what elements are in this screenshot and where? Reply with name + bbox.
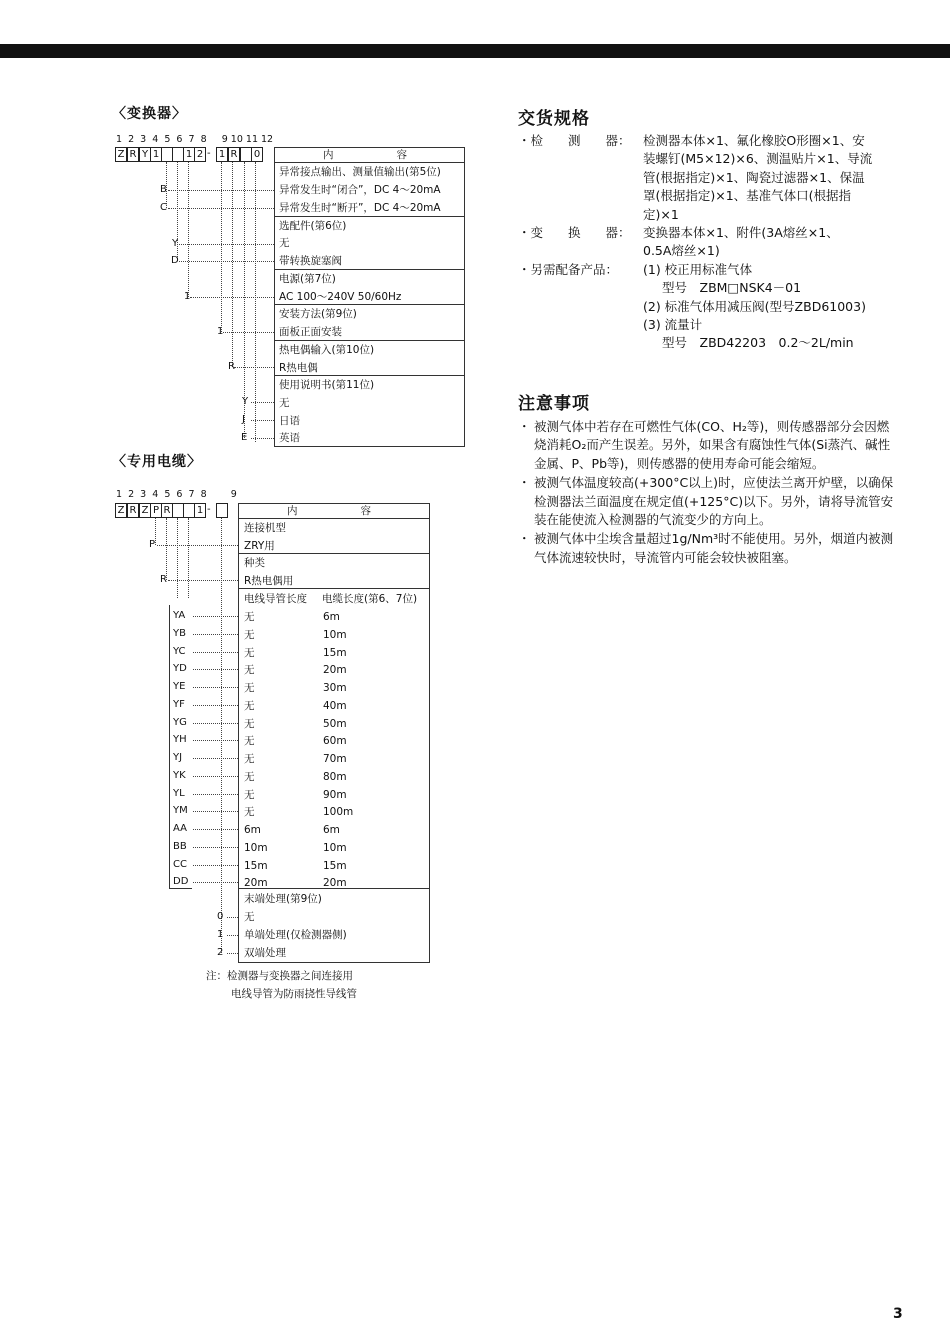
conduit-length: 无 <box>244 699 255 712</box>
opt-E-manual: E <box>241 432 248 443</box>
cable-cell-3: Z <box>139 503 151 518</box>
converter-row: 英语 <box>279 432 300 444</box>
length-code: YH <box>173 734 187 746</box>
length-code: BB <box>173 840 187 852</box>
detector-line: 管(根据指定)×1、陶瓷过滤器×1、保温 <box>643 169 865 185</box>
converter-content-table <box>274 147 465 447</box>
cable-opt-0: 0 <box>217 911 224 922</box>
opt-R: R <box>228 361 235 372</box>
converter-line: 变换器本体×1、附件(3A熔丝×1、 <box>643 225 839 240</box>
conduit-length: 无 <box>244 682 255 694</box>
leader-h <box>193 723 238 724</box>
leader-h <box>193 740 238 741</box>
code-cell-7: 1 <box>183 147 195 162</box>
cable-row: 种类 <box>244 557 265 569</box>
cable-cell-1: Z <box>115 503 127 518</box>
length-code: YE <box>173 681 186 692</box>
length-code: YC <box>173 645 186 657</box>
cable-length: 100m <box>323 806 354 819</box>
cautions-list <box>518 418 898 568</box>
cable-title: 〈专用电缆〉 <box>112 454 202 470</box>
cautions-heading: 注意事项 <box>518 394 590 414</box>
cable-opt-2: 2 <box>217 947 224 958</box>
cable-length: 15m <box>323 646 347 659</box>
conduit-length: 无 <box>244 628 255 641</box>
length-code: YA <box>173 610 186 621</box>
leader-v <box>255 162 256 442</box>
code-cell-3: Y <box>139 147 151 162</box>
cable-note-2: 电线导管为防雨挠性导线管 <box>231 988 357 1000</box>
other-line: (1) 校正用标准气体 <box>643 261 753 277</box>
converter-row: 日语 <box>279 415 300 427</box>
leader-v <box>188 518 189 598</box>
converter-line: 0.5A熔丝×1) <box>643 243 720 259</box>
length-code: AA <box>173 823 187 834</box>
leader-h <box>168 208 274 209</box>
top-black-bar <box>0 44 950 58</box>
length-code: YK <box>173 769 186 781</box>
leader-h <box>193 811 238 812</box>
length-code: YD <box>173 663 187 675</box>
cable-opt-1: 1 <box>217 929 224 940</box>
cable-length: 80m <box>323 770 347 783</box>
leader-h <box>227 935 238 936</box>
other-line: 型号 ZBM□NSK4－01 <box>662 280 802 296</box>
converter-row: 无 <box>279 237 290 249</box>
leader-h <box>193 882 238 883</box>
bullet-dot: ・ <box>518 475 531 491</box>
converter-row: 异常发生时“闭合”，DC 4～20mA <box>279 184 441 196</box>
code-cell-10: R <box>228 147 240 162</box>
cable-length: 10m <box>323 841 347 854</box>
cable-code-dash: - <box>207 504 211 515</box>
leader-h <box>193 634 238 635</box>
end-row: 无 <box>244 911 255 923</box>
delivery-heading: 交货规格 <box>518 109 590 129</box>
leader-h <box>193 687 238 688</box>
converter-row: AC 100～240V 50/60Hz <box>279 291 402 303</box>
conduit-length: 无 <box>244 788 255 801</box>
code-cell-2: R <box>127 147 139 162</box>
length-header-conduit: 电线导管长度 <box>244 593 307 605</box>
converter-table-header: 内 容 <box>323 149 407 161</box>
cable-length: 10m <box>323 628 347 641</box>
converter-row: 安装方法(第9位) <box>279 308 357 320</box>
leader-h <box>251 438 274 439</box>
opt-1-power: 1 <box>184 291 191 302</box>
cable-cell-9 <box>216 503 228 518</box>
opt-D: D <box>171 255 179 266</box>
opt-Y-manual: Y <box>242 396 249 407</box>
cable-length: 6m <box>323 824 340 836</box>
leader-h <box>193 865 238 866</box>
bullet-dot: ・ <box>518 531 531 547</box>
converter-row: 异常发生时“断开”，DC 4～20mA <box>279 202 441 214</box>
leader-h <box>193 758 238 759</box>
conduit-length: 无 <box>244 611 255 623</box>
converter-label: ・变 换 器： <box>518 225 631 240</box>
opt-B: B <box>160 184 167 195</box>
length-code: YB <box>173 627 186 639</box>
length-code: YJ <box>173 752 183 763</box>
leader-h <box>193 652 238 653</box>
bullet-dot: ・ <box>518 419 531 434</box>
converter-row: 面板正面安装 <box>279 326 342 338</box>
leader-h <box>227 953 238 954</box>
leader-h <box>179 261 274 262</box>
caution-item: ・ 被测气体中尘埃含量超过1g/Nm³时不能使用。另外，烟道内被测气体流速较快时，导流管内可能会较快被阻塞。 <box>518 531 894 565</box>
cable-length: 40m <box>323 699 347 712</box>
leader-h <box>168 580 238 581</box>
cable-length: 70m <box>323 753 347 765</box>
detector-label: ・检 测 器： <box>518 133 631 148</box>
leader-h <box>193 829 238 830</box>
opt-J-manual: J <box>242 414 245 425</box>
leader-h <box>193 776 238 777</box>
leader-h <box>227 917 238 918</box>
other-line: (2) 标准气体用减压阀(型号ZBD61003) <box>643 298 866 314</box>
detector-line: 罩(根据指定)×1、基准气体口(根据指 <box>643 188 852 204</box>
length-code: DD <box>173 876 189 888</box>
cable-length: 20m <box>323 877 347 890</box>
conduit-length: 无 <box>244 717 255 730</box>
cable-row: R热电偶用 <box>244 575 294 587</box>
leader-h <box>193 794 238 795</box>
leader-v <box>221 518 222 953</box>
converter-row: 热电偶输入(第10位) <box>279 344 375 356</box>
leader-h <box>223 332 274 333</box>
length-header-cable: 电缆长度(第6、7位) <box>322 593 418 605</box>
leader-h <box>193 705 238 706</box>
cable-row: 连接机型 <box>244 522 286 534</box>
opt-Y: Y <box>172 238 179 249</box>
other-line: (3) 流量计 <box>643 317 703 332</box>
code-cell-12: 0 <box>251 147 263 162</box>
code-dash: - <box>207 148 211 159</box>
page-number: 3 <box>893 1306 903 1322</box>
cable-table-header: 内 容 <box>287 505 371 517</box>
leader-h <box>190 297 274 298</box>
end-row: 双端处理 <box>244 947 286 959</box>
code-cell-9: 1 <box>216 147 228 162</box>
code-cell-8: 2 <box>194 147 206 162</box>
cable-cell-4: P <box>150 503 162 518</box>
cable-length: 15m <box>323 859 347 872</box>
cable-note-1: 注：检测器与变换器之间连接用 <box>206 970 353 982</box>
other-label: ・另需配备产品： <box>518 261 619 277</box>
converter-row: 无 <box>279 397 290 409</box>
code-cell-1: Z <box>115 147 127 162</box>
leader-h <box>168 190 274 191</box>
leader-h <box>179 244 274 245</box>
cable-opt-P: P <box>149 539 156 550</box>
converter-row: R热电偶 <box>279 362 318 374</box>
leader-h <box>157 545 238 546</box>
other-line: 型号 ZBD42203 0.2～2L/min <box>662 335 854 351</box>
caution-item: ・ 被测气体温度较高(+300°C以上)时，应使法兰离开炉壁，以确保检测器法兰面温度在规定值(+125°C)以下。另外，请将导流管安装在能使流入检测器的气流变少的方向上。 <box>518 475 894 528</box>
leader-v <box>166 518 167 580</box>
leader-h <box>251 420 274 421</box>
length-code: YG <box>173 716 187 728</box>
conduit-length: 无 <box>244 806 255 819</box>
cable-length: 50m <box>323 717 347 730</box>
converter-position-numbers: 1 2 3 4 5 6 7 8 9 10 11 12 <box>116 134 274 145</box>
delivery-spec <box>518 132 898 362</box>
end-row: 单端处理(仅检测器侧) <box>244 929 347 941</box>
leader-v <box>155 518 156 545</box>
conduit-length: 无 <box>244 735 255 748</box>
leader-h <box>193 847 238 848</box>
length-code: CC <box>173 858 187 870</box>
cable-cell-5: R <box>161 503 173 518</box>
code-cell-4: 1 <box>150 147 162 162</box>
end-row: 末端处理(第9位) <box>244 893 322 905</box>
cable-cell-2: R <box>127 503 139 518</box>
cable-length: 20m <box>323 664 347 677</box>
conduit-length: 无 <box>244 770 255 783</box>
detector-line: 装螺钉(M5×12)×6、测温贴片×1、导流 <box>643 151 873 167</box>
cable-cell-8: 1 <box>194 503 206 518</box>
leader-v <box>188 162 189 297</box>
cable-length: 6m <box>323 611 340 623</box>
cable-length: 90m <box>323 788 347 801</box>
leader-v <box>177 518 178 598</box>
conduit-length: 无 <box>244 664 255 677</box>
length-code: YM <box>173 805 188 817</box>
cable-length: 60m <box>323 735 347 748</box>
conduit-length: 10m <box>244 841 268 854</box>
leader-h <box>193 616 238 617</box>
conduit-length: 6m <box>244 824 261 836</box>
converter-row: 电源(第7位) <box>279 273 336 285</box>
cable-opt-R: R <box>160 574 167 585</box>
leader-v <box>232 162 233 367</box>
caution-item: ・ 被测气体中若存在可燃性气体(CO、H₂等)，则传感器部分会因燃烧消耗O₂而产生误差。另外，如果含有腐蚀性气体(Si蒸汽、碱性金属、P、Pb等)，则传感器的使用寿命可能会缩短。 <box>518 419 891 471</box>
cable-row: ZRY用 <box>244 540 275 552</box>
converter-row: 选配件(第6位) <box>279 220 347 232</box>
conduit-length: 无 <box>244 753 255 765</box>
converter-row: 带转换旋塞阀 <box>279 255 342 267</box>
detector-line: 检测器本体×1、氟化橡胶O形圈×1、安 <box>643 133 865 148</box>
leader-h <box>193 669 238 670</box>
conduit-length: 20m <box>244 877 268 890</box>
opt-1-mount: 1 <box>217 326 224 337</box>
converter-title: 〈变换器〉 <box>112 106 187 122</box>
leader-h <box>234 367 274 368</box>
converter-row: 使用说明书(第11位) <box>279 379 375 391</box>
detector-line: 定)×1 <box>643 206 679 222</box>
opt-C: C <box>160 202 167 213</box>
leader-v <box>221 162 222 332</box>
length-code: YL <box>173 787 185 799</box>
cable-position-numbers: 1 2 3 4 5 6 7 8 9 <box>116 489 237 500</box>
converter-row: 异常接点输出、测量值输出(第5位) <box>279 166 441 178</box>
leader-h <box>251 402 274 403</box>
cable-length: 30m <box>323 682 347 694</box>
conduit-length: 无 <box>244 646 255 659</box>
conduit-length: 15m <box>244 859 268 872</box>
cable-content-table <box>238 503 430 963</box>
length-code: YF <box>173 698 185 710</box>
